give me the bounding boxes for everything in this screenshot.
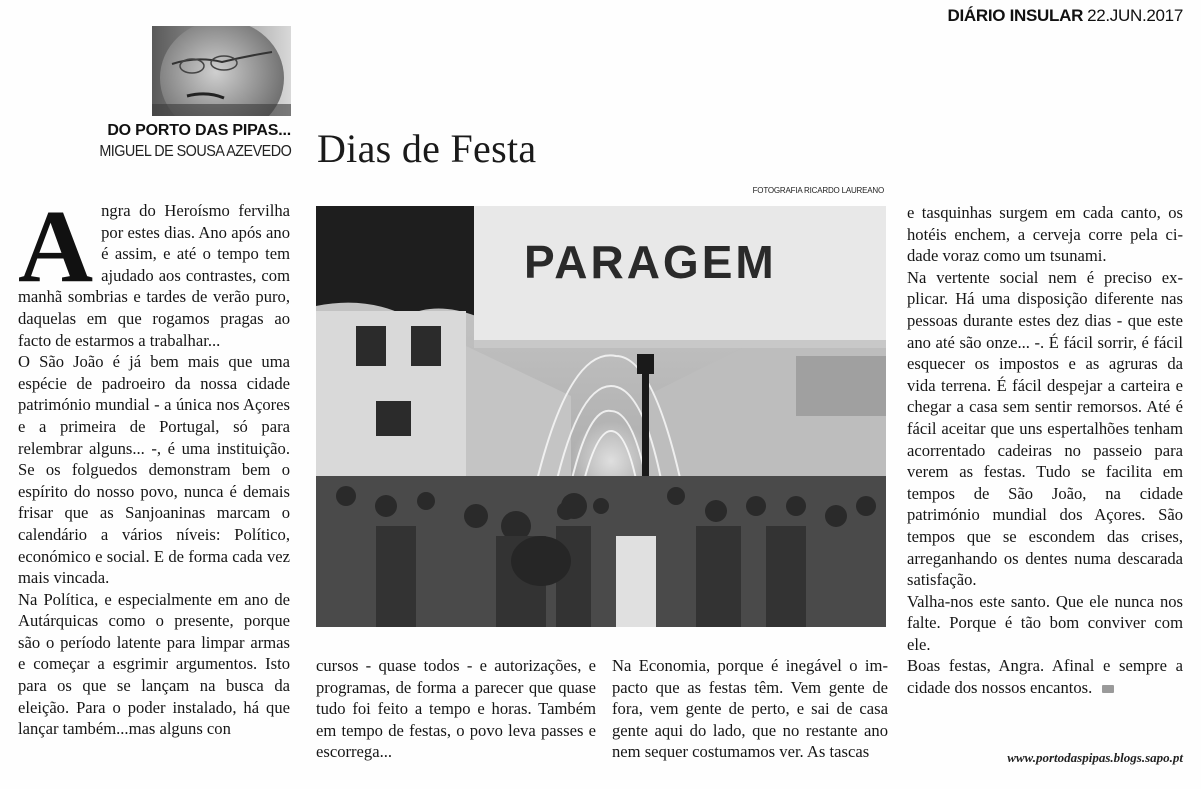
photo-credit: FOTOGRAFIA RICARDO LAUREANO [752, 186, 884, 195]
paragraph: Valha-nos este santo. Que ele nunca nos falte. Porque é tão bom conviver com ele. [907, 591, 1183, 654]
paragraph: cursos - quase todos - e autorizações, e programas, de forma a parecer que quase tudo foi feito a tempo e horas. Também em tempo de festas, o povo leva passes e escorrega... [316, 656, 596, 762]
article-column-3 [612, 655, 888, 763]
article-photo [316, 206, 886, 627]
article-headline: Dias de Festa [317, 126, 537, 171]
paragraph: Na vertente social nem é preciso explicar. Há uma disposição diferente nas pessoas durante estes dez dias - que este ano até são onze... -. É fácil sorrir, é fácil esquecer os impostos e as agruras da vida terrena. É fácil despejar a carteira e chegar a casa sem sentir remorsos. Até é fácil aceitar que uns espertalhões tenham acorrentado cadeiras no passeio para verem as festas. Tudo se facilita em tempos de São João, na cidade património mundial dos Açores. São tempos que se escondem das crises, arreganhando os dentes numa descarada satisfação. [907, 267, 1183, 590]
paragraph: O São João é já bem mais que uma espécie de padroeiro da nossa cidade património mundial - a única nos Açores e a primeira de Portugal, só para relembrar alguns... -, é uma instituição. Se os folguedos demonstram bem o espírito do nosso povo, nunca é demais frisar que as Sanjoaninas marcam o calendário a vários níveis: Político, económico e social. E de forma cada vez mais vincada. [18, 352, 290, 588]
end-of-article-icon [1102, 685, 1114, 693]
publication-name: DIÁRIO INSULAR [947, 6, 1084, 25]
paragraph: e tasquinhas surgem em cada canto, os hotéis enchem, a cerveja corre pela cidade voraz como um tsunami. [907, 203, 1183, 266]
article-column-2 [316, 655, 596, 763]
article-column-4 [907, 202, 1183, 699]
drop-cap: A [18, 189, 94, 304]
paragraph: Angra do Heroísmo fervilha por estes dias. Ano após ano é assim, e até o tempo tem ajudado aos contrastes, com manhã sombrias e tardes de verão puro, daquelas em que rogamos pragas ao facto de estarmos a trabalhar... [18, 189, 290, 350]
article-column-1 [18, 189, 290, 740]
blog-url[interactable]: www.portodaspipas.blogs.sapo.pt [1007, 750, 1183, 765]
author-name: MIGUEL DE SOUSA AZEVEDO [99, 143, 291, 160]
author-portrait [152, 26, 291, 116]
paragraph: Na Economia, porque é inegável o impacto que as festas têm. Vem gente de fora, vem gente de perto, e sai de casa gente aqui do lado, que no restante ano nem sequer costumamos ver. As tascas [612, 656, 888, 762]
paragraph: Boas festas, Angra. Afinal e sempre a cidade dos nossos encantos. [907, 656, 1183, 698]
paragem-sign-text: PARAGEM [524, 236, 777, 288]
masthead [947, 6, 1183, 26]
paragraph: Na Política, e especialmente em ano de Autárquicas como o presente, porque são o período latente para limpar armas e começar a esgrimir argumentos. Isto para os que se lançam na busca da eleição. Para o poder instalado, há que lançar também...mas alguns con [18, 589, 290, 739]
publication-date: 22.JUN.2017 [1087, 6, 1183, 25]
column-name: DO PORTO DAS PIPAS... [107, 122, 291, 139]
